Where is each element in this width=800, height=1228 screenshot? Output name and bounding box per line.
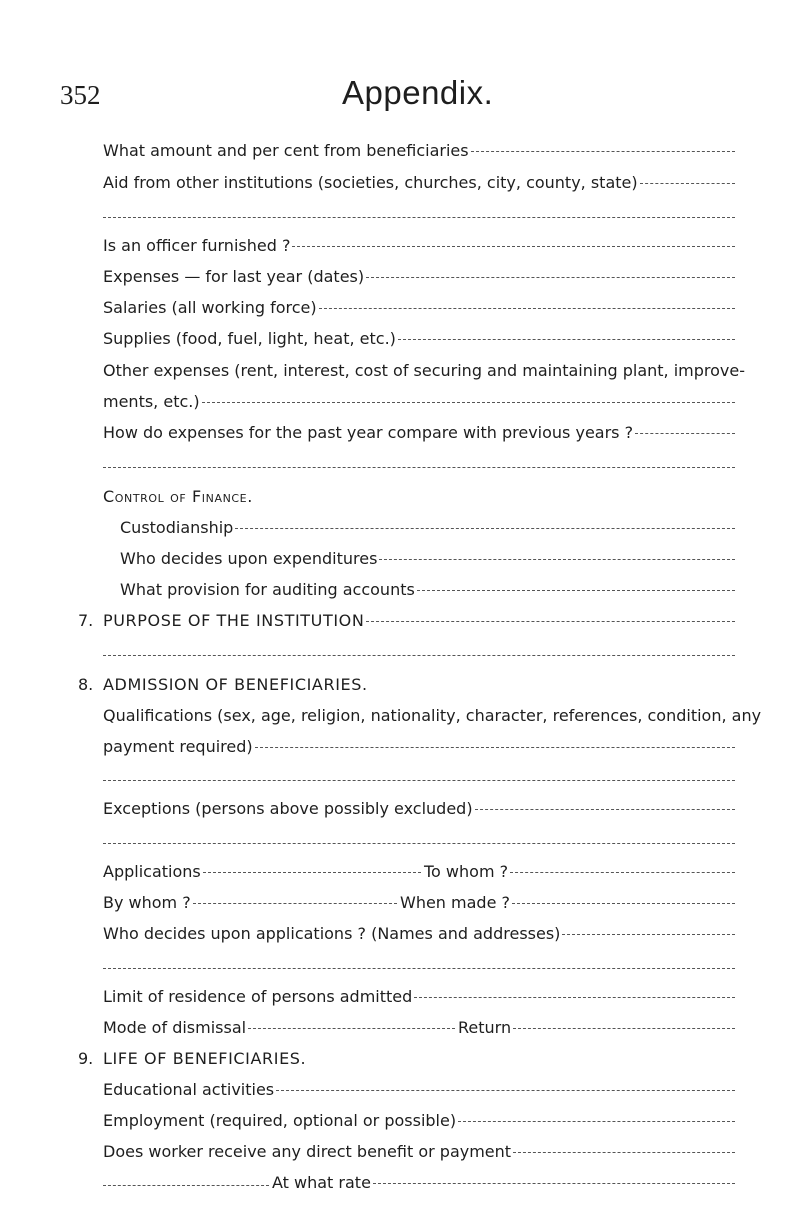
fill-in-blank[interactable] xyxy=(103,467,735,468)
fill-in-blank[interactable] xyxy=(248,1027,455,1029)
fill-in-blank[interactable] xyxy=(202,401,735,403)
field-label: Educational activities xyxy=(103,1080,275,1099)
fill-in-blank[interactable] xyxy=(366,620,735,622)
fill-in-blank[interactable] xyxy=(255,746,735,748)
field-label: Mode of dismissal xyxy=(103,1018,247,1037)
fill-in-blank[interactable] xyxy=(513,1027,735,1029)
form-line-exceptions xyxy=(0,799,800,825)
form-line-mode-dismissal xyxy=(0,1018,800,1044)
field-label: Custodianship xyxy=(120,518,234,537)
form-line-limit-residence xyxy=(0,987,800,1013)
form-line-employment xyxy=(0,1111,800,1137)
fill-in-blank[interactable] xyxy=(640,182,735,184)
form-line-salaries xyxy=(0,298,800,324)
fill-in-blank[interactable] xyxy=(193,902,397,904)
section-title: PURPOSE OF THE INSTITUTION xyxy=(103,611,365,630)
field-label: payment required) xyxy=(103,737,253,756)
form-line-other-expenses xyxy=(0,361,800,387)
field-label: Return xyxy=(458,1018,512,1037)
form-line-compare xyxy=(0,423,800,449)
form-line-auditing xyxy=(0,580,800,606)
form-line-by-whom xyxy=(0,893,800,919)
field-label: Who decides upon expenditures xyxy=(120,549,378,568)
fill-in-blank[interactable] xyxy=(398,338,735,340)
section-number: 7. xyxy=(78,611,94,630)
page-title: Appendix. xyxy=(342,74,494,111)
form-line-custodianship xyxy=(0,518,800,544)
fill-in-blank[interactable] xyxy=(319,307,735,309)
fill-in-blank[interactable] xyxy=(276,1089,735,1091)
form-line-direct-benefit xyxy=(0,1142,800,1168)
field-label: At what rate xyxy=(272,1173,371,1192)
fill-in-blank[interactable] xyxy=(103,780,735,781)
field-label: Limit of residence of persons admitted xyxy=(103,987,413,1006)
form-line-expenses xyxy=(0,267,800,293)
field-label: Aid from other institutions (societies, churches, city, county, state) xyxy=(103,173,638,192)
fill-in-blank[interactable] xyxy=(292,245,735,247)
fill-in-blank[interactable] xyxy=(103,968,735,969)
section-title: LIFE OF BENEFICIARIES. xyxy=(103,1049,307,1068)
form-line-qualifications-cont xyxy=(0,737,800,763)
form-line-educational xyxy=(0,1080,800,1106)
form-line-blank xyxy=(0,831,800,857)
form-line-blank xyxy=(0,455,800,481)
fill-in-blank[interactable] xyxy=(475,808,735,810)
section-8-admission xyxy=(0,675,800,701)
field-label: Qualifications (sex, age, religion, nationality, character, references, condition, any xyxy=(103,706,762,725)
form-line-applications xyxy=(0,862,800,888)
fill-in-blank[interactable] xyxy=(103,1185,269,1186)
field-label: Does worker receive any direct benefit or payment xyxy=(103,1142,512,1161)
form-line-rate xyxy=(0,1173,800,1199)
fill-in-blank[interactable] xyxy=(103,217,735,218)
field-label: Who decides upon applications ? (Names and addresses) xyxy=(103,924,561,943)
section-number: 8. xyxy=(78,675,94,694)
fill-in-blank[interactable] xyxy=(512,902,735,904)
field-label: What provision for auditing accounts xyxy=(120,580,415,599)
fill-in-blank[interactable] xyxy=(635,432,735,434)
field-label: Other expenses (rent, interest, cost of securing and maintaining plant, improve- xyxy=(103,361,745,380)
page-header xyxy=(60,74,740,114)
section-heading-control-finance xyxy=(0,487,800,513)
page-number: 352 xyxy=(60,80,101,110)
field-label: What amount and per cent from beneficiaries xyxy=(103,141,469,160)
form-line-blank xyxy=(0,643,800,669)
form-line-qualifications xyxy=(0,706,800,732)
form-line-aid-other xyxy=(0,173,800,199)
section-7-purpose xyxy=(0,611,800,637)
fill-in-blank[interactable] xyxy=(235,527,735,529)
form-line-blank xyxy=(0,956,800,982)
form-line-supplies xyxy=(0,329,800,355)
fill-in-blank[interactable] xyxy=(510,871,735,873)
fill-in-blank[interactable] xyxy=(458,1120,735,1122)
fill-in-blank[interactable] xyxy=(513,1151,735,1153)
field-label: Employment (required, optional or possible) xyxy=(103,1111,457,1130)
field-label: By whom ? xyxy=(103,893,191,912)
field-label: How do expenses for the past year compare with previous years ? xyxy=(103,423,634,442)
fill-in-blank[interactable] xyxy=(373,1182,735,1184)
field-label: Supplies (food, fuel, light, heat, etc.) xyxy=(103,329,396,348)
fill-in-blank[interactable] xyxy=(417,589,735,591)
form-line-blank xyxy=(0,205,800,231)
field-label: Exceptions (persons above possibly excluded) xyxy=(103,799,473,818)
field-label: Applications xyxy=(103,862,201,881)
section-title: ADMISSION OF BENEFICIARIES. xyxy=(103,675,368,694)
form-line-beneficiaries xyxy=(0,141,800,167)
fill-in-blank[interactable] xyxy=(414,996,735,998)
fill-in-blank[interactable] xyxy=(103,843,735,844)
field-label: To whom ? xyxy=(424,862,509,881)
form-line-officer xyxy=(0,236,800,262)
section-heading: Control of Finance. xyxy=(103,487,253,506)
field-label: Salaries (all working force) xyxy=(103,298,317,317)
form-line-decides-expenditures xyxy=(0,549,800,575)
fill-in-blank[interactable] xyxy=(471,150,735,152)
field-label: When made ? xyxy=(400,893,510,912)
field-label: ments, etc.) xyxy=(103,392,200,411)
form-line-other-expenses-cont xyxy=(0,392,800,418)
form-line-decides-applications xyxy=(0,924,800,950)
fill-in-blank[interactable] xyxy=(366,276,735,278)
section-9-life xyxy=(0,1049,800,1075)
form-line-blank xyxy=(0,768,800,794)
field-label: Expenses — for last year (dates) xyxy=(103,267,365,286)
fill-in-blank[interactable] xyxy=(562,933,735,935)
section-number: 9. xyxy=(78,1049,94,1068)
fill-in-blank[interactable] xyxy=(203,871,421,873)
fill-in-blank[interactable] xyxy=(379,558,735,560)
fill-in-blank[interactable] xyxy=(103,655,735,656)
field-label: Is an officer furnished ? xyxy=(103,236,291,255)
